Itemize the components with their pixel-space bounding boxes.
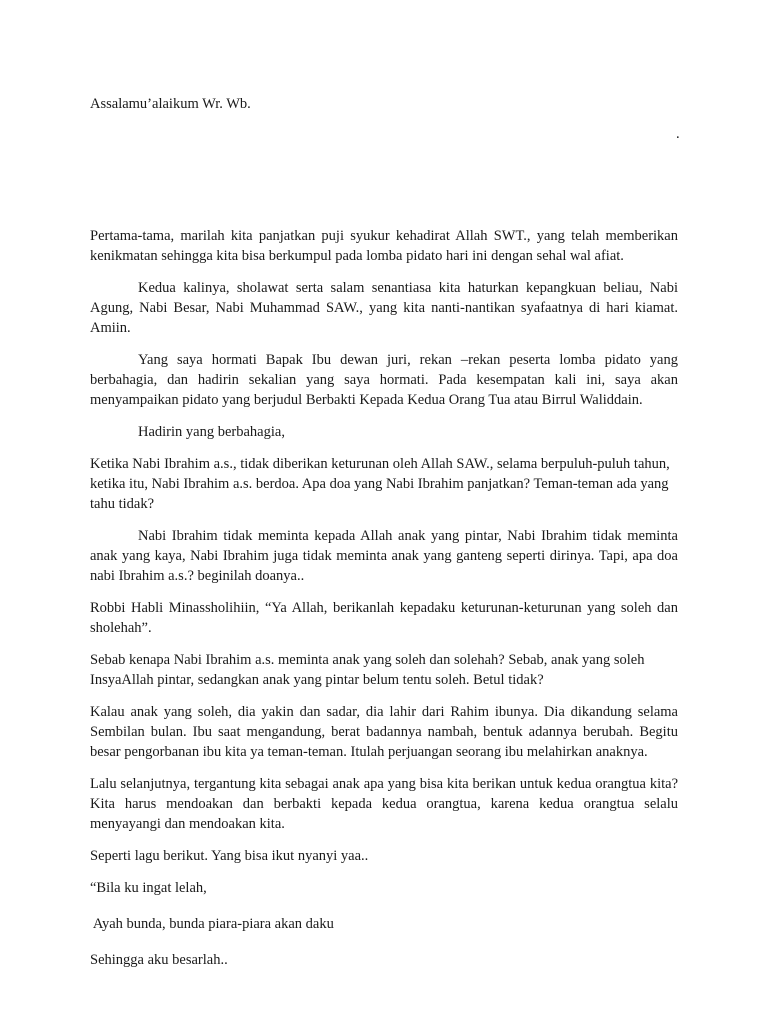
speech-body: [90, 226, 678, 982]
paragraph-doa: Robbi Habli Minassholihiin, “Ya Allah, berikanlah kepadaku keturunan-keturunan yang soleh dan sholehah”.: [90, 600, 678, 636]
paragraph-ibrahim-prayer: Nabi Ibrahim tidak meminta kepada Allah anak yang pintar, Nabi Ibrahim tidak meminta anak yang kaya, Nabi Ibrahim juga tidak meminta anak yang ganteng seperti dirinya. Tapi, apa doa nabi Ibrahim a.s.? beginilah doanya..: [90, 528, 678, 584]
song-line-3: Sehingga aku besarlah..: [90, 952, 228, 968]
paragraph-mother: Kalau anak yang soleh, dia yakin dan sadar, dia lahir dari Rahim ibunya. Dia dikandung selama Sembilan bulan. Ibu saat mengandung, berat badannya nambah, bentuk adannya berubah. Begitu besar pengorbanan ibu kita ya teman-teman. Itulah perjuangan seorang ibu melahirkan anaknya.: [90, 704, 678, 760]
greeting: Assalamu’alaikum Wr. Wb.: [90, 96, 251, 112]
song-line-2: Ayah bunda, bunda piara-piara akan daku: [90, 916, 334, 932]
dot-mark: .: [676, 126, 680, 142]
paragraph-children-duty: Lalu selanjutnya, tergantung kita sebagai anak apa yang bisa kita berikan untuk kedua orangtua kita? Kita harus mendoakan dan berbakti kepada kedua orangtua, karena kedua orangtua selalu menyayangi dan mendoakan kita.: [90, 776, 678, 832]
paragraph-audience: Hadirin yang berbahagia,: [138, 424, 285, 440]
paragraph-ibrahim-story: Ketika Nabi Ibrahim a.s., tidak diberikan keturunan oleh Allah SAW., selama berpuluh-puluh tahun, ketika itu, Nabi Ibrahim a.s. berdoa. Apa doa yang Nabi Ibrahim panjatkan? Teman-teman ada yang tahu tidak?: [90, 456, 670, 512]
paragraph-respect: Yang saya hormati Bapak Ibu dewan juri, rekan –rekan peserta lomba pidato yang berbahagia, dan hadirin sekalian yang saya hormati. Pada kesempatan kali ini, saya akan menyampaikan pidato yang berjudul Berbakti Kepada Kedua Orang Tua atau Birrul Waliddain.: [90, 352, 678, 408]
paragraph-song-intro: Seperti lagu berikut. Yang bisa ikut nyanyi yaa..: [90, 848, 369, 864]
paragraph-reason: Sebab kenapa Nabi Ibrahim a.s. meminta anak yang soleh dan solehah? Sebab, anak yang soleh InsyaAllah pintar, sedangkan anak yang pintar belum tentu soleh. Betul tidak?: [90, 652, 645, 688]
song-line-1: “Bila ku ingat lelah,: [90, 880, 207, 896]
paragraph-opening: Pertama-tama, marilah kita panjatkan puji syukur kehadirat Allah SWT., yang telah memberikan kenikmatan sehingga kita bisa berkumpul pada lomba pidato hari ini dengan sehal wal afiat.: [90, 228, 678, 264]
paragraph-sholawat: Kedua kalinya, sholawat serta salam senantiasa kita haturkan kepangkuan beliau, Nabi Agung, Nabi Besar, Nabi Muhammad SAW., yang kita nanti-nantikan syafaatnya di hari kiamat. Amiin.: [90, 280, 678, 336]
